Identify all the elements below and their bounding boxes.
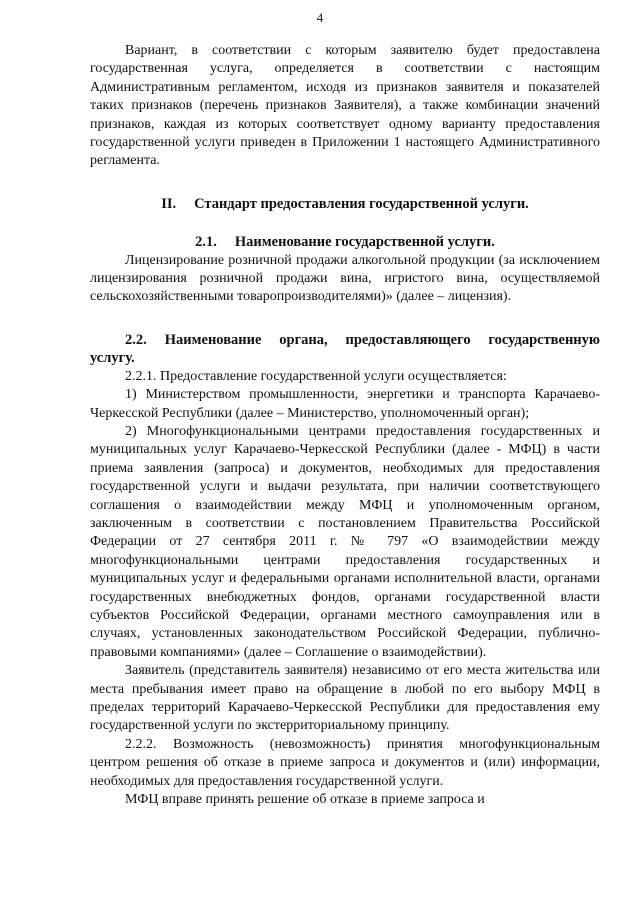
subsection-number: 2.1. — [195, 234, 217, 251]
paragraph-2-1: Лицензирование розничной продажи алкогольной продукции (за исключением лицензирования розничной продажи вина, игристого вина, осуществляемой сельскохозяйственными товаропроизводителями)» (далее – лицензия). — [90, 252, 600, 305]
subsection-title: Наименование государственной услуги. — [234, 234, 495, 251]
paragraph-2-2-1-item-1: 1) Министерством промышленности, энергетики и транспорта Карачаево-Черкесской Республики (далее – Министерство, уполномоченный орган); — [90, 387, 600, 421]
paragraph-intro: Вариант, в соответствии с которым заявителю будет предоставлена государственная услуга, определяется в соответствии с настоящим Административным регламентом, исходя из признаков заявителя и показателей таких признаков (перечень признаков Заявителя), а также комбинации значений признаков, каждая из которых соответствует одному варианту предоставления государственной услуги приведен в Приложении 1 настоящего Административного регламента. — [90, 43, 600, 169]
paragraph-2-2-1-item-2: 2) Многофункциональными центрами предоставления государственных и муниципальных услуг Карачаево-Черкесской Республики (далее - МФЦ) в части приема заявления (запроса) и документов, необходимых для предоставления государственной услуги и выдачи результата, при наличии соответствующего соглашения о взаимодействии между МФЦ и уполномоченным органом, заключенным в соответствии с постановлением Правительства Российской Федерации от 27 сентября 2011 г. № 797 «О взаимодействии между многофункциональными центрами предоставления государственных и муниципальных услуг и федеральными органами исполнительной власти, органами государственных внебюджетных фондов, органами государственной власти субъектов Российской Федерации, органами местного самоуправления или в случаях, установленных законодательством Российской Федерации, публично-правовыми компаниями» (далее – Соглашение о взаимодействии). — [90, 423, 600, 660]
subsection-number: 2.2. — [125, 331, 147, 348]
section-title: Стандарт предоставления государственной услуги. — [194, 195, 529, 212]
paragraph-2-2-2: 2.2.2. Возможность (невозможность) принятия многофункциональным центром решения об отказе в приеме запроса и документов и (или) информации, необходимых для предоставления государственной услуги. — [90, 736, 600, 789]
section-heading-2 — [90, 195, 600, 213]
paragraph-mfc: МФЦ вправе принять решение об отказе в приеме запроса и — [125, 792, 485, 808]
page-number: 4 — [316, 10, 324, 25]
subsection-heading-2-1 — [90, 233, 600, 251]
subsection-heading-2-2 — [90, 331, 600, 368]
subsection-title: Наименование органа, предоставляющего государственную услугу. — [90, 331, 600, 367]
section-number: II. — [161, 195, 177, 212]
document-body — [90, 42, 600, 809]
paragraph-2-2-1: 2.2.1. Предоставление государственной услуги осуществляется: — [125, 368, 507, 384]
paragraph-applicant: Заявитель (представитель заявителя) независимо от его места жительства или места пребывания имеет право на обращение в любой по его выбору МФЦ в пределах территорий Карачаево-Черкесской Республики для предоставления ему государственной услуги по экстерриториальному принципу. — [90, 663, 600, 734]
